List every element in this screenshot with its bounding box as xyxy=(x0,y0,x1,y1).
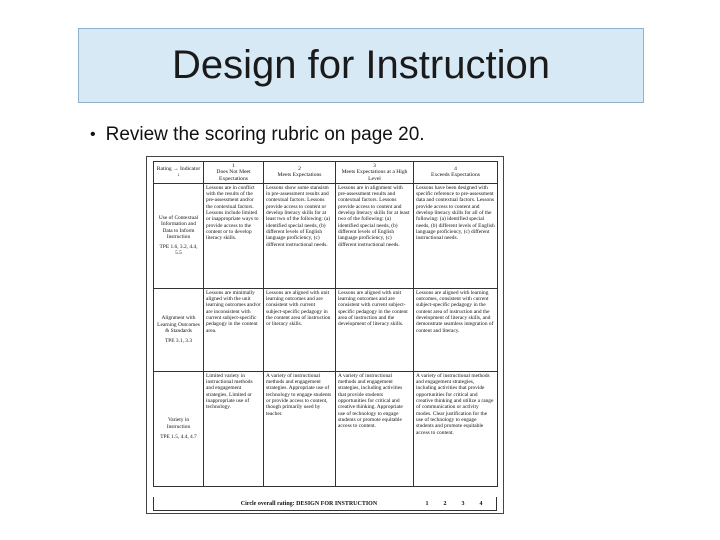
rubric-cell: A variety of instructional methods and engagement strategies, including activities that provide students opportunities for critical and creative thinking. Appropriate use of technology to engage students or promote equitable access to content. xyxy=(336,371,414,486)
level-header xyxy=(414,162,498,184)
level-number: 1 xyxy=(232,163,235,169)
rubric-table xyxy=(153,161,498,487)
indicator-cell xyxy=(154,183,204,288)
level-name: Meets Expectations xyxy=(277,172,322,179)
indicator-name: Use of Contextual Information and Data to Inform Instruction xyxy=(158,215,199,240)
overall-rating-option: 1 xyxy=(425,500,429,507)
overall-rating-option: 4 xyxy=(479,500,483,507)
level-name: Does Not Meet Expectations xyxy=(216,169,251,182)
indicator-tpe: TPE 1.6, 3.2, 4.4, 5.5 xyxy=(159,244,198,257)
level-name: Meets Expectations at a High Level xyxy=(341,169,408,182)
scoring-rubric-image xyxy=(146,156,504,514)
indicator-tpe: TPE 3.1, 3.3 xyxy=(164,338,193,345)
level-number: 3 xyxy=(373,163,376,169)
table-row xyxy=(154,371,498,486)
rubric-header-row xyxy=(154,162,498,184)
level-header xyxy=(264,162,336,184)
bullet-icon: • xyxy=(90,126,96,143)
rubric-cell: Lessons have been designed with specific reference to pre-assessment data and contextual factors. Lessons provide access to content and develop literacy skills for all of the following: (a) identified special needs, (b) different levels of English language proficiency, (c) different instructional needs. xyxy=(414,183,498,288)
overall-rating-option: 2 xyxy=(443,500,447,507)
table-row xyxy=(154,183,498,288)
rubric-cell: Limited variety in instructional methods and engagement strategies. Limited or inappropriate use of technology. xyxy=(204,371,264,486)
rubric-cell: Lessons show some stansism in pre-assessment results and contextual factors. Lessons provide access to content or develop literacy skills for at least two of the following: (a) identified special needs, (b) different levels of English language proficiency, (c) different instructional needs. xyxy=(264,183,336,288)
overall-rating-option: 3 xyxy=(461,500,465,507)
bullet-item xyxy=(90,124,425,146)
rubric-cell: Lessons are aligned with unit learning outcomes and are consistent with current subject-specific pedagogy in the content area of instruction and the development of literacy skills. xyxy=(336,288,414,371)
level-number: 2 xyxy=(298,166,301,173)
indicator-cell xyxy=(154,288,204,371)
indicator-name: Variety in Instruction xyxy=(166,417,191,430)
rubric-cell: A variety of instructional methods and engagement strategies. Appropriate use of technology to engage students or provide access to content, though primarily used by teacher. xyxy=(264,371,336,486)
rubric-cell: Lessons are minimally aligned with the unit learning outcomes and/or are inconsistent with current subject-specific pedagogy in the content area. xyxy=(204,288,264,371)
rubric-cell: Lessons are in conflict with the results of the pre-assessment and/or the contextual factors. Lessons include limited or inappropriate ways to provide access to the content or to develop literacy skills. xyxy=(204,183,264,288)
overall-rating-label: Circle overall rating: DESIGN FOR INSTRUCTION xyxy=(240,500,378,507)
rubric-cell: Lessons are aligned with learning outcomes, consistent with current subject-specific pedagogy in the content area of instruction and the development of literacy skills, and demonstrate seamless integration of content and literacy. xyxy=(414,288,498,371)
level-name: Exceeds Expectations xyxy=(431,172,480,179)
rubric-cell: Lessons are in alignment with pre-assessment results and contextual factors. Lessons provide access to content and develop literacy skills for at least two of the following: (a) identified special needs, (b) different levels of English language proficiency, (c) different instructional needs. xyxy=(336,183,414,288)
slide-title: Design for Instruction xyxy=(172,43,550,87)
level-header xyxy=(336,162,414,184)
rubric-corner-cell: Rating → Indicator ↓ xyxy=(154,162,204,184)
slide-title-box xyxy=(78,28,644,103)
indicator-cell xyxy=(154,371,204,486)
indicator-tpe: TPE 1.5, 4.4, 4.7 xyxy=(160,434,197,441)
rubric-cell: Lessons are aligned with unit learning outcomes and are consistent with current subject-specific pedagogy in the content area of instruction or literacy skills. xyxy=(264,288,336,371)
indicator-name: Alignment with Learning Outcomes & Standards xyxy=(157,315,200,334)
level-header xyxy=(204,162,264,184)
rubric-cell: A variety of instructional methods and engagement strategies, including activities that provide opportunities for critical and creative thinking and utilize a range of communication or activity modes. Clear justification for the use of technology to engage students and promote equitable access to content. xyxy=(414,371,498,486)
level-number: 4 xyxy=(454,166,457,173)
bullet-text: Review the scoring rubric on page 20. xyxy=(105,124,425,145)
overall-rating-row xyxy=(153,497,497,511)
table-row xyxy=(154,288,498,371)
